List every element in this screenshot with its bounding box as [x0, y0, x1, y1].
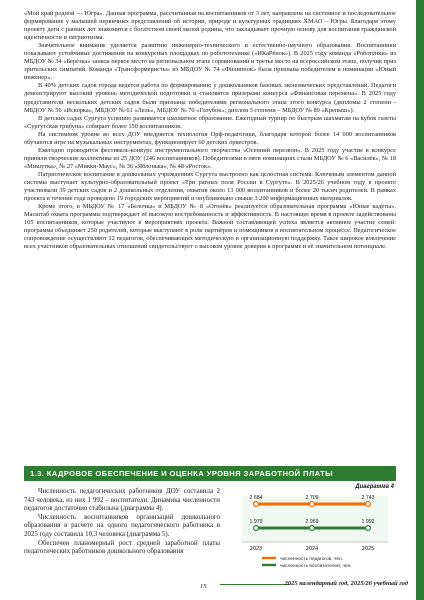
- paragraph-4: В детских садах Сургута успешно развивается шахматное образование. Ежегодный турнир по быстрым шахматам на кубок газеты «Сургутская трибуна» собирает более 150 воспитанников.: [24, 114, 396, 130]
- legend-label-2: численность воспитателей, чел.: [280, 564, 352, 569]
- staffing-paragraph-1: Численность педагогических работников ДОУ составила 2 743 человека, из них 1 992 – воспитатели. Динамика численности педагогов достаточно стабильна (диаграмма 4).: [24, 488, 220, 513]
- section-title: 1.3. КАДРОВОЕ ОБЕСПЕЧЕНИЕ И ОЦЕНКА УРОВНЯ ЗАРАБОТНОЙ ПЛАТЫ: [30, 469, 333, 478]
- series-1-label-3: 2 743: [361, 495, 375, 501]
- paragraph-7: Патриотическое воспитание в дошкольных учреждениях Сургута выстроено как целостная система. Ключевым элементом данной системы выступает культурно-образовательный проект «Три ратных поля России в Сургуте». В 2025/26 учебном году в проекте участвовали 39 детских садов и 2 дошкольных отделения, охватив около 13 000 воспитанников и более 20 тысяч родителей. В рамках проекта в течение года проведено 19 городских мероприятий и опубликовано свыше 3 200 информационных материалов.: [24, 170, 396, 203]
- paragraph-3: В 40% детских садов города ведется работа по формированию у дошкольников базовых экономических представлений. Педагоги демонстрируют высокий уровень методической подготовки и становятся призерами конкурса «Финансовая перемена». В 2025 году представители нескольких детских садов были признаны победителями регионального этапа этого конкурса (дипломы 2 степени - МБДОУ № 56 «Искорка», МБДОУ № 61 «Лель», МБДОУ № 70 «Голубок»; диплом 3 степени – МБДОУ № 89 «Крепыш»).: [24, 82, 396, 114]
- series-2-label-3: 1 992: [361, 519, 375, 525]
- paragraph-8: Кроме этого, в МБДОУ № 17 «Белочка» и МБДОУ № 8 «Огонёк» реализуется образовательная программа «Юные кадеты». Масштаб охвата программы подтверждает её высокую востребованность и эффективность. В настоящее время в проекте задействованы 105 воспитанников, которые участвуют в мероприятиях проекта. Важной составляющей успеха является активное участие семей: программа объединяет 250 родителей, которые выступают в роли партнёров и помощников в воспитательном процессе. Педагогическое сопровождение осуществляют 12 педагогов, обеспечивающих методическую и организационную поддержку. Такое широкое вовлечение всех участников образовательных отношений свидетельствует о высоком уровне доверия к программе и её значительном потенциале.: [24, 203, 396, 251]
- series-2-label-2: 2 969: [305, 519, 319, 525]
- series-1-point-2: [310, 502, 315, 507]
- series-1-point-3: [366, 502, 371, 507]
- page-number: 15: [200, 583, 207, 590]
- section-header: [24, 466, 396, 481]
- series-2-point-1: [254, 526, 259, 531]
- footer-divider: [220, 584, 290, 585]
- x-tick-label-1: 2023: [249, 546, 263, 552]
- chart-title: Диаграмма 4: [355, 484, 394, 490]
- series-1-point-1: [254, 502, 259, 507]
- staff-chart: [232, 484, 398, 570]
- legend-label-1: численность педагогов, чел.: [280, 557, 344, 562]
- series-2-point-3: [366, 526, 371, 531]
- series-1-label-2: 2 709: [305, 495, 319, 501]
- staffing-paragraph-2: Численность воспитанников организаций дошкольного образования в расчете на одного педагогического работника в 2025 году составила 10,3 человека (диаграмма 5).: [24, 513, 220, 538]
- staffing-text: [24, 488, 220, 557]
- x-tick-label-2: 2024: [305, 546, 319, 552]
- series-2-point-2: [310, 526, 315, 531]
- staffing-paragraph-3: Обеспечен планомерный рост средней заработной платы педагогических работников дошкольного образования: [24, 539, 220, 556]
- paragraph-1: «Мой край родной — Югра». Данная программа, рассчитанная на воспитанников от 3 лет, направлена на системное и последовательное формирование у малышей первичных представлений об истории, природе и культурных традициях ХМАО – Югры. Благодаря этому проекту дети с ранних лет знакомятся с богатством своей малой родины, что закладывает прочную основу для воспитания гражданской идентичности и патриотизма.: [24, 10, 396, 42]
- body-text: [24, 10, 396, 251]
- right-decor-stripe: [416, 0, 424, 600]
- series-2-label-1: 1 979: [249, 519, 263, 525]
- footer-caption: 2025 календарный год, 2025/26 учебный год: [284, 580, 408, 587]
- paragraph-6: Ежегодно проводится фестиваль-конкурс инструментального творчества «Осенний перезвон». В 2025 году участие в конкурсе приняли творческие коллективы из 25 ДОУ (246 воспитанников). Победителями в пяти номинациях стали МБДОУ № 6 «Василёк», № 18 «Мишутка», № 27 «Микки-Маус», № 36 «Яблонька», № 48 «Росток».: [24, 146, 396, 170]
- paragraph-2: Значительное внимание уделяется развитию инженерно-технического и естественно-научного образования. Воспитанники показывают устойчивые достижения на конкурсных площадках по робототехнике («ИКаРёнок»). В 2025 году команда «Роботёнки» из МБДОУ № 34 «Берёзка» заняла первое место на региональном этапе соревнований и третье место на всероссийском этапе, получив приз зрительских симпатий. Команда «Трансформеристы» из МБДОУ № 74 «Филиппок» была признана победителем в номинации «Юный инженер».: [24, 42, 396, 82]
- series-1-label-1: 2 684: [249, 495, 263, 501]
- chart-svg: [232, 484, 398, 570]
- x-tick-label-3: 2025: [361, 546, 375, 552]
- paragraph-5: На системном уровне во всех ДОУ внедряется технология Орф-педагогики, благодаря которой более 14 000 воспитанников обучаются игре на музыкальных инструментах, функционирует 60 детских оркестров.: [24, 130, 396, 146]
